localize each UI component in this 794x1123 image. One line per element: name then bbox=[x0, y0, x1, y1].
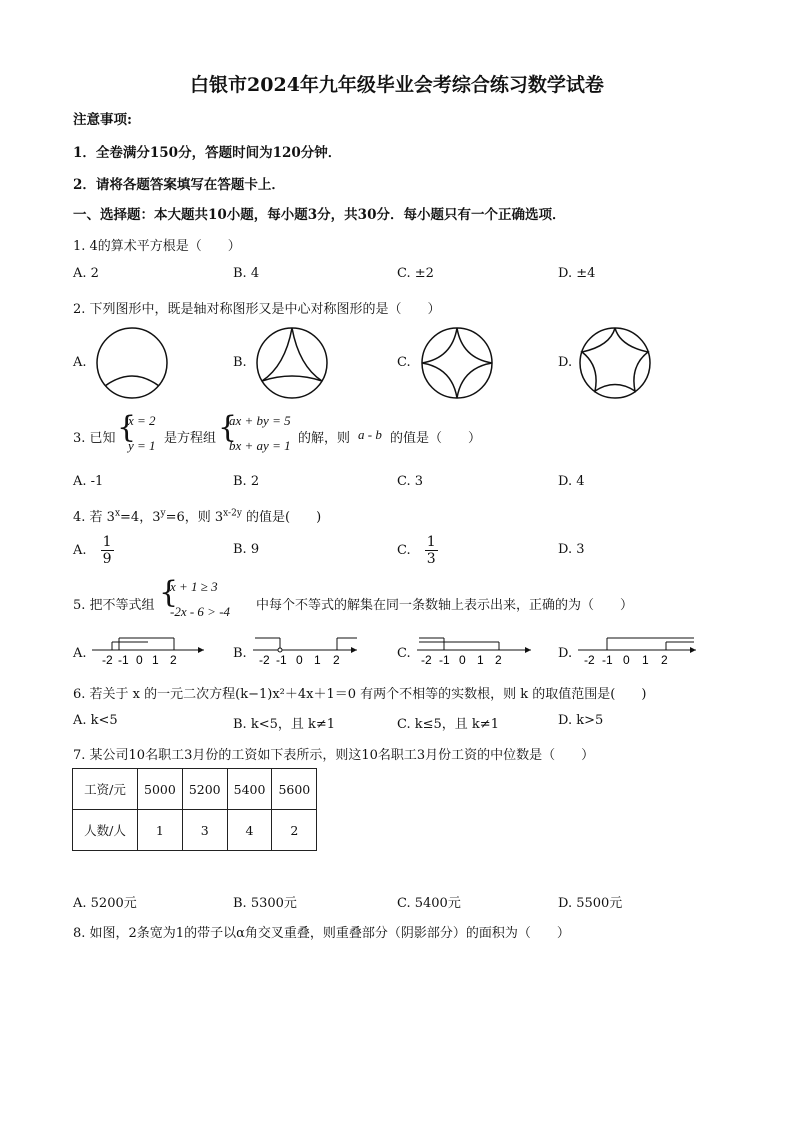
tick-label: 0 bbox=[136, 653, 143, 667]
q4-option-b: B. 9 bbox=[233, 542, 260, 557]
tick-label: -1 bbox=[118, 653, 129, 667]
tick-label: 1 bbox=[314, 653, 321, 667]
q3-brace-1: { bbox=[117, 410, 137, 445]
tick-label: 0 bbox=[296, 653, 303, 667]
q6-option-a: A. k<5 bbox=[73, 713, 118, 728]
q1-option-c: C. ±2 bbox=[397, 266, 434, 281]
q5-numberline-b bbox=[249, 632, 361, 670]
tick-label: -2 bbox=[584, 653, 595, 667]
q4-option-d: D. 3 bbox=[558, 542, 585, 557]
q3-option-c: C. 3 bbox=[397, 474, 424, 489]
q2-label-a: A. bbox=[73, 355, 87, 370]
q3-option-d: D. 4 bbox=[558, 474, 585, 489]
tick-label: 2 bbox=[661, 653, 668, 667]
q3-option-b: B. 2 bbox=[233, 474, 260, 489]
q8-stem: 8. 如图，2条宽为1的带子以α角交叉重叠，则重叠部分（阴影部分）的面积为（ ） bbox=[73, 926, 570, 941]
notes-item-2: 2．请将各题答案填写在答题卡上． bbox=[73, 177, 285, 193]
tick-label: 1 bbox=[642, 653, 649, 667]
q5-label-a: A. bbox=[73, 646, 87, 661]
q2-label-c: C. bbox=[397, 355, 411, 370]
q4-option-c: C. $\frac{1}{3}$ bbox=[397, 534, 436, 567]
table-cell: 5400 bbox=[227, 769, 272, 810]
q7-option-b: B. 5300元 bbox=[233, 896, 297, 911]
tick-label: 2 bbox=[495, 653, 502, 667]
q3-brace-2: { bbox=[218, 410, 238, 445]
q5-numberline-a bbox=[88, 632, 208, 670]
q5-brace: { bbox=[159, 575, 179, 610]
q5-prefix: 5. 把不等式组 bbox=[73, 598, 155, 613]
q7-wage-table bbox=[72, 768, 317, 851]
tick-label: -1 bbox=[276, 653, 287, 667]
notes-heading: 注意事项: bbox=[73, 112, 132, 128]
q3-sys1-line2: y = 1 bbox=[128, 438, 156, 453]
tick-label: -1 bbox=[439, 653, 450, 667]
q3-sys2-line2: bx + ay = 1 bbox=[229, 438, 291, 453]
q6-option-b: B. k<5，且 k≠1 bbox=[233, 717, 336, 732]
tick-label: 1 bbox=[152, 653, 159, 667]
tick-label: -2 bbox=[421, 653, 432, 667]
tick-label: 0 bbox=[623, 653, 630, 667]
q6-option-c: C. k≤5，且 k≠1 bbox=[397, 717, 499, 732]
tick-label: -1 bbox=[602, 653, 613, 667]
q6-stem: 6. 若关于 x 的一元二次方程(k−1)x²＋4x＋1＝0 有两个不相等的实数根，则 k 的取值范围是( ) bbox=[73, 687, 647, 702]
q1-stem: 1. 4的算术平方根是（ ） bbox=[73, 239, 241, 254]
tick-label: 2 bbox=[333, 653, 340, 667]
page-title: 白银市2024年九年级毕业会考综合练习数学试卷 bbox=[190, 74, 604, 96]
q2-figure-a bbox=[95, 326, 169, 400]
table-cell: 3 bbox=[182, 810, 227, 851]
table-row bbox=[73, 769, 317, 810]
q2-stem: 2. 下列图形中，既是轴对称图形又是中心对称图形的是（ ） bbox=[73, 302, 441, 317]
q2-figure-c bbox=[420, 326, 494, 400]
q1-option-a: A. 2 bbox=[73, 266, 99, 281]
q1-option-b: B. 4 bbox=[233, 266, 260, 281]
q3-suffix: 的解，则 bbox=[298, 431, 351, 446]
table-cell: 5200 bbox=[182, 769, 227, 810]
tick-label: -2 bbox=[102, 653, 113, 667]
section-heading: 一、选择题：本大题共10小题，每小题3分，共30分．每小题只有一个正确选项． bbox=[73, 207, 566, 223]
q5-sys-line1: x + 1 ≥ 3 bbox=[170, 579, 218, 594]
q5-numberline-d bbox=[574, 632, 702, 670]
table-cell: 2 bbox=[272, 810, 317, 851]
table-cell: 4 bbox=[227, 810, 272, 851]
notes-item-1: 1．全卷满分150分，答题时间为120分钟． bbox=[73, 145, 342, 161]
table-cell: 5000 bbox=[138, 769, 183, 810]
q2-figure-d bbox=[578, 326, 652, 400]
q3-middle: 是方程组 bbox=[164, 431, 217, 446]
table-cell: 人数/人 bbox=[73, 810, 138, 851]
q3-expr: a - b bbox=[358, 427, 382, 442]
q2-label-b: B. bbox=[233, 355, 247, 370]
q2-figure-b bbox=[255, 326, 329, 400]
q6-option-d: D. k>5 bbox=[558, 713, 604, 728]
tick-label: -2 bbox=[259, 653, 270, 667]
q5-label-d: D. bbox=[558, 646, 573, 661]
q2-label-d: D. bbox=[558, 355, 573, 370]
q5-numberline-c bbox=[413, 632, 535, 670]
q4-option-a: A. $\frac{1}{9}$ bbox=[73, 534, 112, 567]
tick-label: 0 bbox=[459, 653, 466, 667]
q7-stem: 7. 某公司10名职工3月份的工资如下表所示，则这10名职工3月份工资的中位数是（ ） bbox=[73, 748, 595, 763]
tick-label: 2 bbox=[170, 653, 177, 667]
q3-sys1-line1: x = 2 bbox=[128, 413, 156, 428]
table-cell: 1 bbox=[138, 810, 183, 851]
q3-option-a: A. -1 bbox=[73, 474, 104, 489]
q5-sys-line2: -2x - 6 > -4 bbox=[170, 604, 231, 619]
q5-label-c: C. bbox=[397, 646, 411, 661]
q7-option-d: D. 5500元 bbox=[558, 896, 623, 911]
table-cell: 工资/元 bbox=[73, 769, 138, 810]
q3-end: 的值是（ ） bbox=[390, 431, 482, 446]
q3-prefix: 3. 已知 bbox=[73, 431, 116, 446]
table-row bbox=[73, 810, 317, 851]
q4-stem: 4. 若 $3^x=4$，$3^y=6$，则 $3^{x-2y}$ 的值是( ) bbox=[73, 508, 322, 525]
q1-option-d: D. ±4 bbox=[558, 266, 596, 281]
q3-sys2-line1: ax + by = 5 bbox=[229, 413, 291, 428]
tick-label: 1 bbox=[477, 653, 484, 667]
q7-option-a: A. 5200元 bbox=[73, 896, 137, 911]
q5-label-b: B. bbox=[233, 646, 247, 661]
q5-suffix: 中每个不等式的解集在同一条数轴上表示出来，正确的为（ ） bbox=[256, 598, 634, 613]
table-cell: 5600 bbox=[272, 769, 317, 810]
q7-option-c: C. 5400元 bbox=[397, 896, 461, 911]
